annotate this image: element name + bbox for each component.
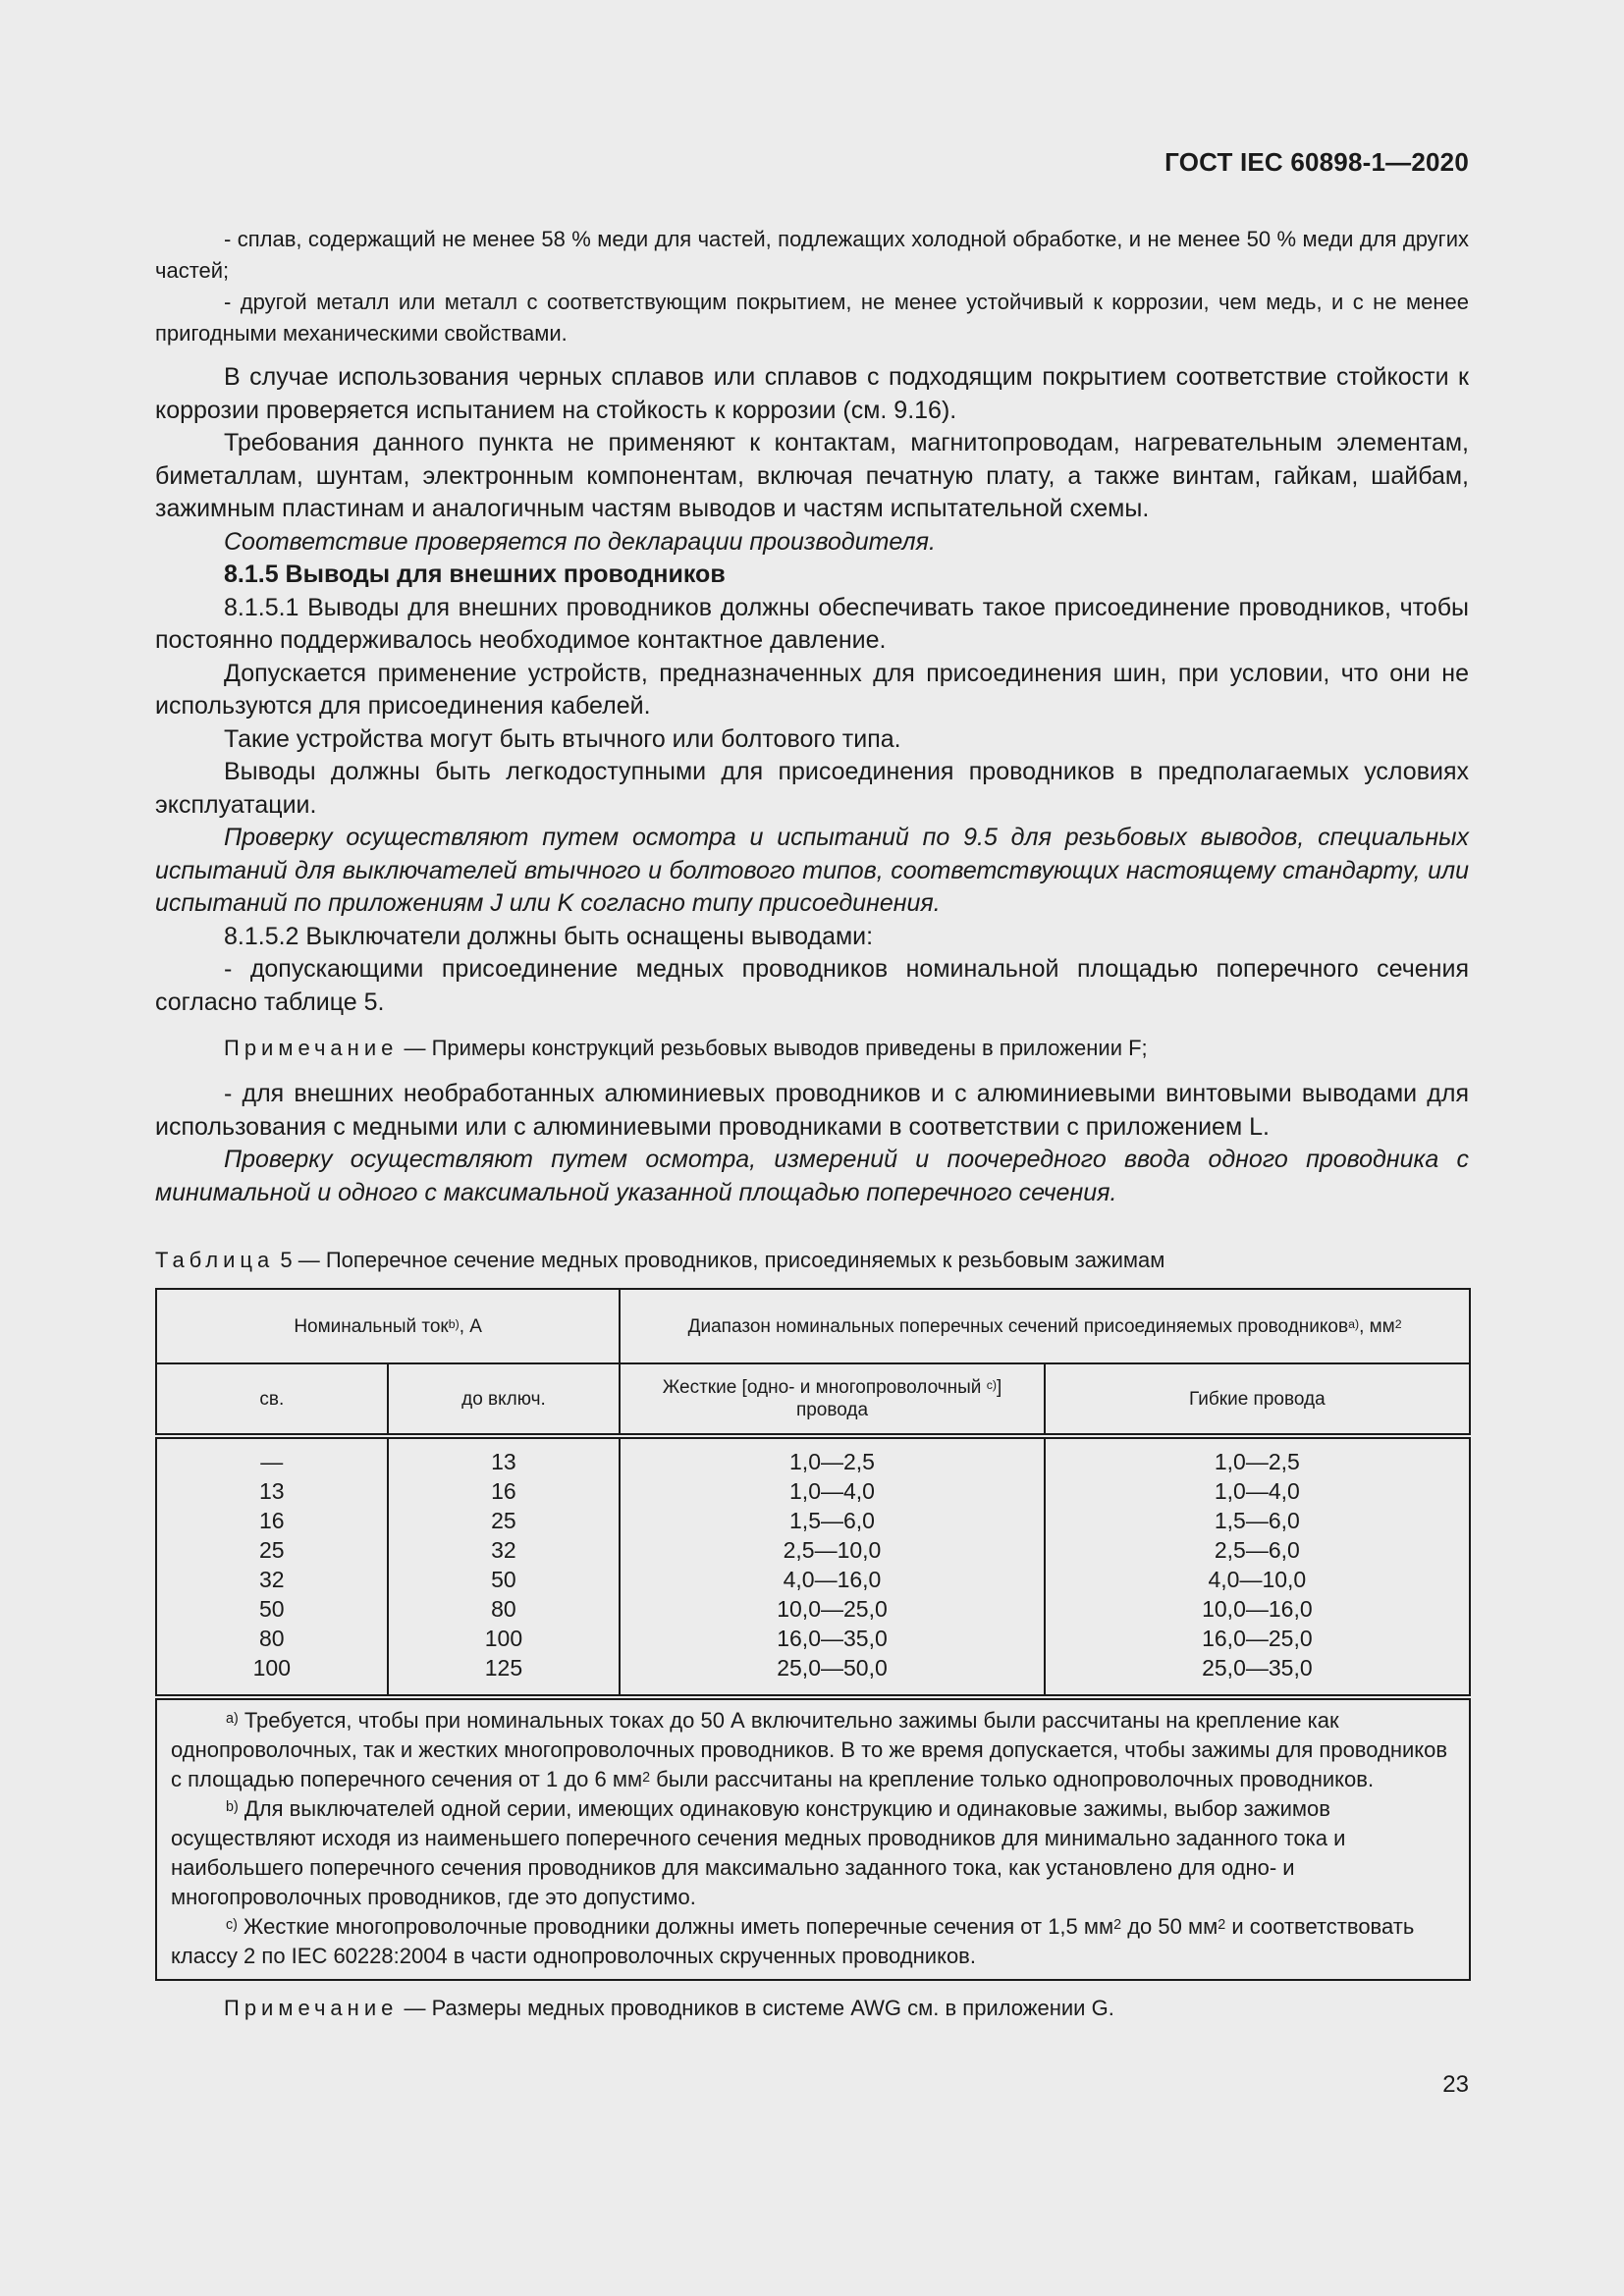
- paragraph-verification-1: Проверку осуществляют путем осмотра и испытаний по 9.5 для резьбовых выводов, специальных испытаний для выключателей втычного и болтового типов, соответствующих настоящему стандарту, или испытаний по приложениям J или K согласно типу присоединения.: [155, 824, 1469, 917]
- column-flexible-values: 1,0—2,5 1,0—4,0 1,5—6,0 2,5—6,0 4,0—10,0 10,0—16,0 16,0—25,0 25,0—35,0: [1045, 1436, 1470, 1697]
- section-heading: 8.1.5 Выводы для внешних проводников: [224, 561, 726, 588]
- header-flexible: Гибкие провода: [1045, 1363, 1470, 1436]
- list-item-metal: - другой металл или металл с соответствующим покрытием, не менее устойчивый к коррозии, чем медь, и с не менее пригодными механическими свойствами.: [155, 290, 1469, 346]
- paragraph-aluminium: - для внешних необработанных алюминиевых проводников и с алюминиевыми винтовыми выводами для использования с медными или с алюминиевыми проводниками в соответствии с приложением L.: [155, 1080, 1469, 1141]
- note-1: [155, 1033, 1469, 1064]
- paragraph-8-1-5-2: 8.1.5.2 Выключатели должны быть оснащены выводами:: [224, 922, 874, 950]
- paragraph-accessibility: Выводы должны быть легкодоступными для присоединения проводников в предполагаемых условиях эксплуатации.: [155, 758, 1469, 819]
- list-item-alloy: - сплав, содержащий не менее 58 % меди для частей, подлежащих холодной обработке, и не менее 50 % меди для других частей;: [155, 227, 1469, 283]
- table-caption: [155, 1245, 1469, 1276]
- header-from: св.: [156, 1363, 388, 1436]
- paragraph-busbars: Допускается применение устройств, предназначенных для присоединения шин, при условии, что они не используются для присоединения кабелей.: [155, 659, 1469, 720]
- table-footnotes: [156, 1697, 1470, 1980]
- paragraph-corrosion: В случае использования черных сплавов или сплавов с подходящим покрытием соответствие стойкости к коррозии проверяется испытанием на стойкость к коррозии (см. 9.16).: [155, 363, 1469, 424]
- footnote-b: $^{b)}$ Для выключателей одной серии, имеющих одинаковую конструкцию и одинаковые зажимы, выбор зажимов осуществляют исходя из наименьшего поперечного сечения медных проводников для минимально заданного тока и наибольшего поперечного сечения проводников для максимально заданного тока, как установлено для одно- и многопроволочных проводников, где это допустимо.: [171, 1796, 1346, 1909]
- paragraph-compliance: Соответствие проверяется по декларации производителя.: [224, 527, 936, 556]
- table-caption-label: Таблица: [155, 1248, 275, 1272]
- column-rigid-values: 1,0—2,5 1,0—4,0 1,5—6,0 2,5—10,0 4,0—16,0 10,0—25,0 16,0—35,0 25,0—50,0: [620, 1436, 1044, 1697]
- note-label: Примечание: [224, 1036, 399, 1060]
- header-rated-current: Номинальный ток$^{b)}$, А: [156, 1289, 620, 1363]
- column-to-values: 13 16 25 32 50 80 100 125: [388, 1436, 621, 1697]
- column-from-values: — 13 16 25 32 50 80 100: [156, 1436, 388, 1697]
- header-rigid: Жесткие [одно- и многопроволочный $^{c)}$] провода: [620, 1363, 1044, 1436]
- header-to-incl: до включ.: [388, 1363, 621, 1436]
- header-cross-section-range: Диапазон номинальных поперечных сечений присоединяемых проводников$^{a)}$, $мм^2$: [620, 1289, 1470, 1363]
- table-5: [155, 1288, 1471, 1981]
- note-label: Примечание: [224, 1996, 399, 2020]
- paragraph-verification-2: Проверку осуществляют путем осмотра, измерений и поочередного ввода одного проводника с минимальной и одного с максимальной указанной площадью поперечного сечения.: [155, 1146, 1469, 1206]
- paragraph-copper-terminals: - допускающими присоединение медных проводников номинальной площадью поперечного сечения согласно таблице 5.: [155, 955, 1469, 1016]
- note-text: — Примеры конструкций резьбовых выводов приведены в приложении F;: [398, 1036, 1148, 1060]
- footnote-c: $^{c)}$ Жесткие многопроволочные проводники должны иметь поперечные сечения от 1,5 $мм^2$ до 50 $мм^2$ и соответствовать классу 2 по IEC 60228:2004 в части однопроволочных скрученных проводников.: [171, 1914, 1415, 1968]
- paragraph-8-1-5-1: 8.1.5.1 Выводы для внешних проводников должны обеспечивать такое присоединение проводников, чтобы постоянно поддерживалось необходимое контактное давление.: [155, 593, 1469, 654]
- page-number: 23: [1442, 2071, 1469, 2098]
- table-caption-text: 5 — Поперечное сечение медных проводников, присоединяемых к резьбовым зажимам: [274, 1248, 1165, 1272]
- paragraph-device-types: Такие устройства могут быть втычного или болтового типа.: [224, 724, 901, 753]
- note-2: [155, 1993, 1469, 2024]
- footnote-a: $^{a)}$ Требуется, чтобы при номинальных токах до 50 А включительно зажимы были рассчитаны на крепление как однопроволочных, так и жестких многопроволочных проводников. В то же время допускается, чтобы зажимы для проводников с площадью поперечного сечения от 1 до 6 $мм^2$ были рассчитаны на крепление только однопроволочных проводников.: [171, 1708, 1448, 1791]
- paragraph-exclusions: Требования данного пункта не применяют к контактам, магнитопроводам, нагревательным элементам, биметаллам, шунтам, электронным компонентам, включая печатную плату, а также винтам, гайкам, шайбам, зажимным пластинам и аналогичным частям выводов и частям испытательной схемы.: [155, 429, 1469, 522]
- page-content: [155, 224, 1469, 2024]
- document-code: ГОСТ IEC 60898-1—2020: [1164, 147, 1469, 177]
- note-text: — Размеры медных проводников в системе AWG см. в приложении G.: [398, 1996, 1114, 2020]
